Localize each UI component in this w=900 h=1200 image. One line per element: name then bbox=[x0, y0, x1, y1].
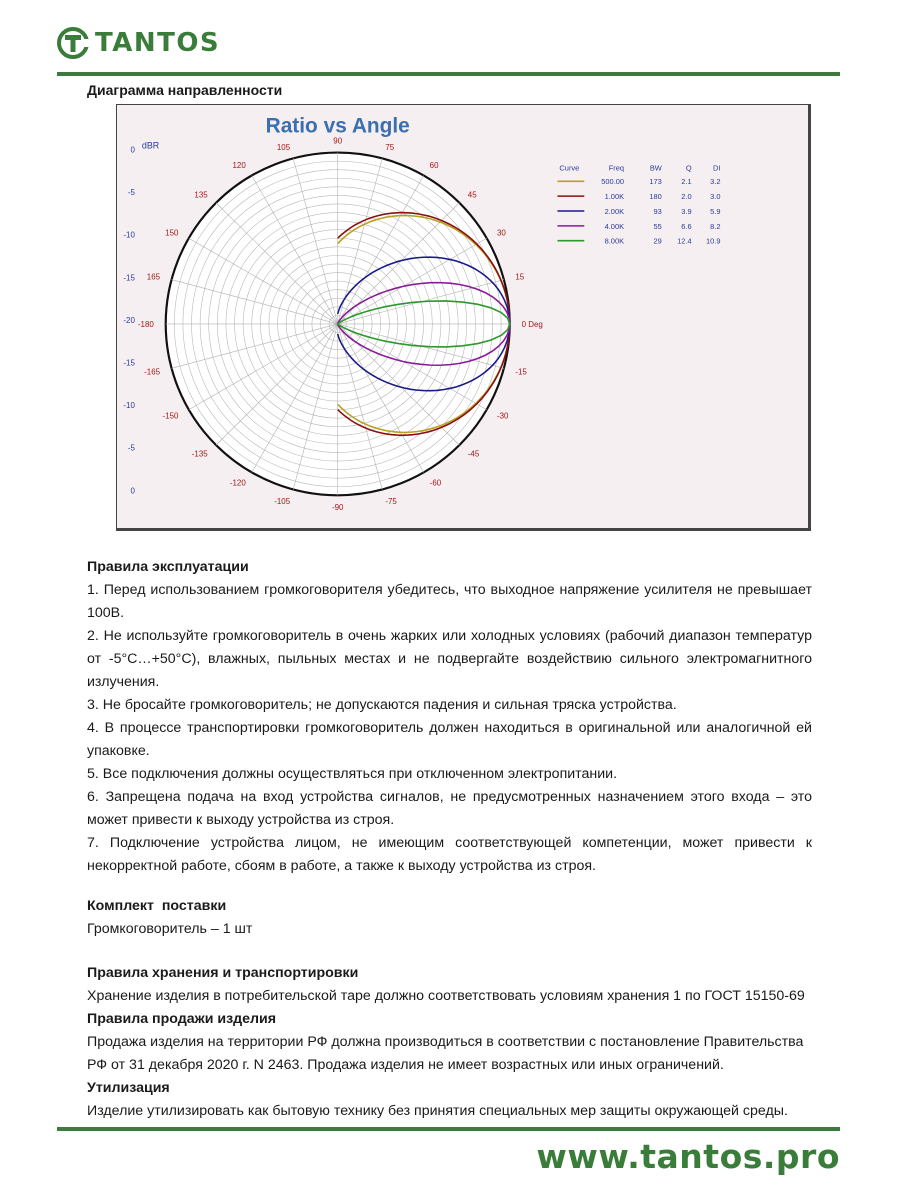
kit-section bbox=[87, 895, 812, 941]
r-axis-label: dBR bbox=[141, 140, 160, 151]
legend-value: 3.0 bbox=[710, 192, 721, 202]
r-tick-label: -10 bbox=[123, 401, 135, 411]
angle-tick-label: 150 bbox=[165, 228, 179, 238]
legend-value: 8.2 bbox=[710, 221, 721, 231]
legend-value: 2.0 bbox=[681, 192, 692, 202]
angle-tick-label: -135 bbox=[191, 449, 208, 459]
angle-tick-label: 60 bbox=[429, 161, 439, 171]
legend-header: BW bbox=[649, 163, 662, 173]
disposal-heading: Утилизация bbox=[87, 1080, 170, 1096]
legend-value: 180 bbox=[649, 192, 662, 202]
angle-tick-label: 90 bbox=[333, 136, 343, 146]
angle-tick-label: 105 bbox=[276, 142, 291, 152]
legend-value: 2.00K bbox=[604, 206, 625, 216]
diagram-heading: Диаграмма направленности bbox=[87, 82, 283, 98]
storage-section bbox=[87, 962, 812, 1123]
legend-value: 5.9 bbox=[710, 206, 721, 216]
r-tick-label: 0 bbox=[130, 486, 135, 496]
angle-tick-label: -30 bbox=[497, 411, 509, 421]
tantos-logo-icon bbox=[55, 25, 91, 61]
legend-value: 6.6 bbox=[681, 221, 692, 231]
footer-divider bbox=[57, 1127, 840, 1131]
sales-text: Продажа изделия на территории РФ должна производиться в соответствии с постановление Правительства РФ от 31 декабря 2020 г. N 2463. Продажа изделия не имеет возрастных или иных ограничений. bbox=[87, 1034, 804, 1073]
rule-item: 7. Подключение устройства лицом, не имеющим соответствующей компетенции, может привести к некорректной работе, сбоям в работе, а также к выходу устройства из строя. bbox=[87, 835, 812, 874]
angle-tick-label: -90 bbox=[331, 503, 344, 513]
r-tick-label: 0 bbox=[130, 145, 135, 155]
angle-tick-label: 135 bbox=[194, 190, 208, 200]
legend-value: 4.00K bbox=[604, 221, 625, 231]
legend-value: 3.9 bbox=[681, 206, 692, 216]
angle-tick-label: 75 bbox=[385, 142, 395, 152]
legend-value: 10.9 bbox=[705, 236, 721, 246]
operating-rules-section bbox=[87, 556, 812, 878]
legend-header: Curve bbox=[559, 163, 580, 173]
sales-heading: Правила продажи изделия bbox=[87, 1011, 277, 1027]
angle-tick-label: 0 Deg bbox=[521, 319, 543, 329]
angle-tick-label: -165 bbox=[144, 367, 161, 377]
angle-tick-label: -180 bbox=[137, 319, 154, 329]
angle-tick-label: -75 bbox=[385, 496, 397, 506]
storage-text: Хранение изделия в потребительской таре должно соответствовать условиям хранения 1 по ГОСТ 15150-69 bbox=[87, 988, 805, 1004]
rule-item: 1. Перед использованием громкоговорителя убедитесь, что выходное напряжение усилителя не превышает 100В. bbox=[87, 582, 812, 621]
legend-header: Freq bbox=[608, 163, 625, 173]
disposal-text: Изделие утилизировать как бытовую технику без принятия специальных мер защиты окружающей среды. bbox=[87, 1103, 788, 1119]
angle-tick-label: -120 bbox=[229, 478, 246, 488]
angle-tick-label: -105 bbox=[274, 496, 291, 506]
polar-chart bbox=[116, 104, 811, 531]
legend-value: 55 bbox=[653, 221, 662, 231]
header-divider bbox=[57, 72, 840, 76]
rule-item: 2. Не используйте громкоговоритель в очень жарких или холодных условиях (рабочий диапазон температур от -5°С…+50°С), влажных, пыльных местах и не подвергайте воздействию сильного электромагнитного излучения. bbox=[87, 628, 812, 690]
angle-tick-label: -15 bbox=[515, 367, 527, 377]
operating-rules-heading: Правила эксплуатации bbox=[87, 559, 249, 575]
angle-tick-label: 120 bbox=[232, 161, 246, 171]
brand-name: TANTOS bbox=[95, 28, 221, 58]
r-tick-label: -15 bbox=[123, 273, 135, 283]
legend-value: 2.1 bbox=[681, 177, 692, 187]
r-tick-label: -10 bbox=[123, 230, 135, 240]
header bbox=[55, 26, 220, 60]
legend-value: 3.2 bbox=[710, 177, 721, 187]
rule-item: 4. В процессе транспортировки громкоговоритель должен находиться в оригинальной или аналогичной ей упаковке. bbox=[87, 720, 812, 759]
angle-tick-label: -45 bbox=[467, 449, 480, 459]
r-tick-label: -5 bbox=[127, 188, 135, 198]
chart-title: Ratio vs Angle bbox=[265, 114, 410, 138]
r-tick-label: -20 bbox=[123, 315, 135, 325]
legend-header: Q bbox=[685, 163, 692, 173]
legend-header: DI bbox=[713, 163, 721, 173]
legend-value: 29 bbox=[653, 236, 662, 246]
angle-tick-label: 45 bbox=[467, 190, 477, 200]
r-tick-label: -15 bbox=[123, 358, 135, 368]
angle-tick-label: 15 bbox=[515, 272, 525, 282]
legend-value: 93 bbox=[653, 206, 662, 216]
legend-value: 173 bbox=[649, 177, 662, 187]
angle-tick-label: 165 bbox=[146, 272, 161, 282]
rule-item: 6. Запрещена подача на вход устройства сигналов, не предусмотренных назначением этого входа – это может привести к выходу устройства из строя. bbox=[87, 789, 812, 828]
r-tick-label: -5 bbox=[127, 443, 135, 453]
legend-value: 8.00K bbox=[604, 236, 625, 246]
angle-tick-label: -150 bbox=[162, 411, 179, 421]
angle-tick-label: 30 bbox=[497, 228, 506, 238]
legend-value: 1.00K bbox=[604, 192, 625, 202]
legend-value: 500.00 bbox=[601, 177, 625, 187]
rule-item: 3. Не бросайте громкоговоритель; не допускаются падения и сильная тряска устройства. bbox=[87, 697, 677, 713]
website-link[interactable]: www.tantos.pro bbox=[536, 1137, 840, 1176]
storage-heading: Правила хранения и транспортировки bbox=[87, 965, 359, 981]
kit-heading: Комплект поставки bbox=[87, 898, 227, 914]
angle-tick-label: -60 bbox=[429, 478, 442, 488]
polar-chart-svg bbox=[117, 105, 808, 528]
kit-text: Громкоговоритель – 1 шт bbox=[87, 921, 253, 937]
legend-value: 12.4 bbox=[677, 236, 692, 246]
rule-item: 5. Все подключения должны осуществляться при отключенном электропитании. bbox=[87, 766, 618, 782]
